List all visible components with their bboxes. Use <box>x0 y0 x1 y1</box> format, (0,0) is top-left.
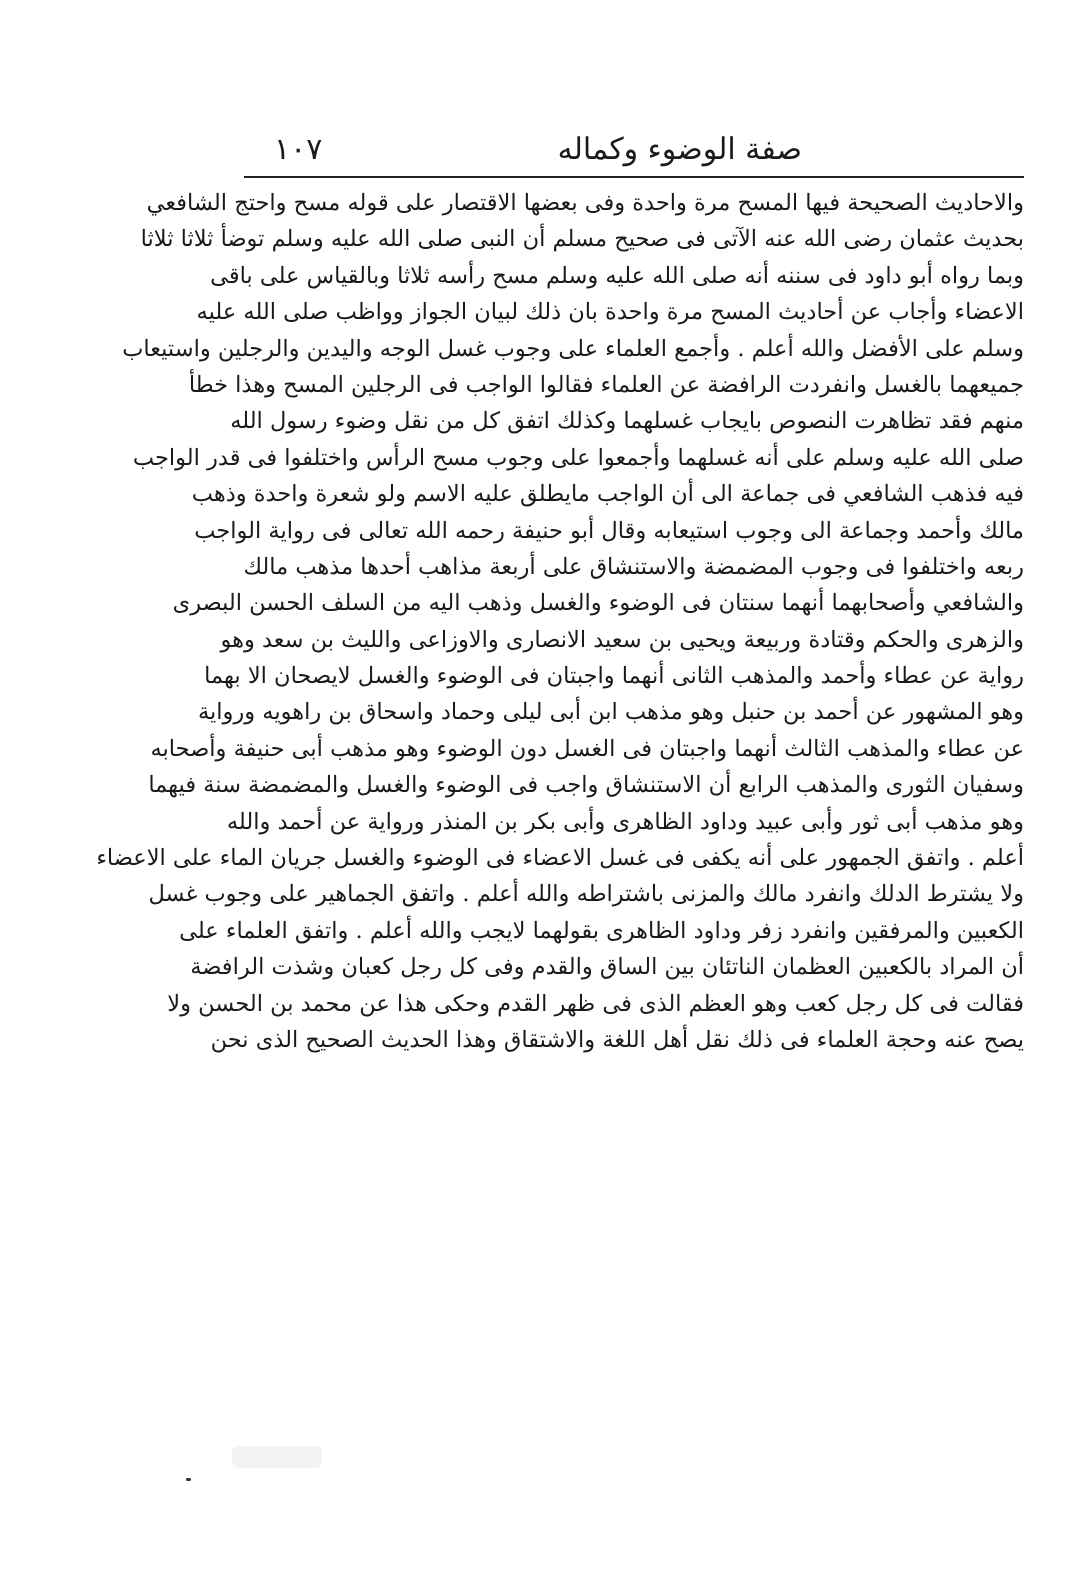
text-line: يصح عنه وحجة العلماء فى ذلك نقل أهل اللغة والاشتقاق وهذا الحديث الصحيح الذى نحن <box>210 1026 1024 1053</box>
text-line: الكعبين والمرفقين وانفرد زفر وداود الظاهرى بقولهما لايجب والله أعلم . واتفق العلماء على <box>179 917 1024 944</box>
text-line: الاعضاء وأجاب عن أحاديث المسح مرة واحدة بان ذلك لبيان الجواز وواظب صلى الله عليه <box>196 299 1024 326</box>
text-line: أن المراد بالكعبين العظمان الناتئان بين الساق والقدم وفى كل رجل كعبان وشذت الرافضة <box>190 954 1024 981</box>
text-line: صلى الله عليه وسلم على أنه غسلهما وأجمعوا على وجوب مسح الرأس واختلفوا فى قدر الواجب <box>132 444 1024 471</box>
running-title: صفة الوضوء وكماله <box>557 132 802 167</box>
scan-mark <box>186 1478 191 1481</box>
text-line: وهو مذهب أبى ثور وأبى عبيد وداود الظاهرى وأبى بكر بن المنذر ورواية عن أحمد والله <box>226 808 1024 835</box>
text-line: رواية عن عطاء وأحمد والمذهب الثانى أنهما واجبتان فى الوضوء والغسل لايصحان الا بهما <box>204 663 1024 690</box>
text-line: منهم فقد تظاهرت النصوص بايجاب غسلهما وكذلك اتفق كل من نقل وضوء رسول الله <box>230 408 1024 435</box>
text-line: والشافعي وأصحابهما أنهما سنتان فى الوضوء والغسل وذهب اليه من السلف الحسن البصرى <box>172 590 1024 617</box>
text-line: أعلم . واتفق الجمهور على أنه يكفى فى غسل الاعضاء فى الوضوء والغسل جريان الماء على الاعضاء <box>96 845 1024 872</box>
text-line: والزهرى والحكم وقتادة وربيعة ويحيى بن سعيد الانصارى والاوزاعى والليث بن سعد وهو <box>220 626 1024 653</box>
text-line: وسلم على الأفضل والله أعلم . وأجمع العلماء على وجوب غسل الوجه واليدين والرجلين واستيعاب <box>122 335 1024 362</box>
text-line: فيه فذهب الشافعي فى جماعة الى أن الواجب مايطلق عليه الاسم ولو شعرة واحدة وذهب <box>191 481 1024 508</box>
text-line: فقالت فى كل رجل كعب وهو العظم الذى فى ظهر القدم وحكى هذا عن محمد بن الحسن ولا <box>167 990 1024 1017</box>
text-line: ولا يشترط الدلك وانفرد مالك والمزنى باشتراطه والله أعلم . واتفق الجماهير على وجوب غسل <box>148 881 1024 908</box>
page-header <box>244 126 1022 174</box>
text-line: وهو المشهور عن أحمد بن حنبل وهو مذهب ابن أبى ليلى وحماد واسحاق بن راهويه ورواية <box>197 699 1024 726</box>
body-text <box>96 185 1024 1058</box>
text-line: وسفيان الثورى والمذهب الرابع أن الاستنشاق واجب فى الوضوء والغسل والمضمضة سنة فيهما <box>148 772 1024 799</box>
header-rule <box>244 176 1024 178</box>
text-line: عن عطاء والمذهب الثالث أنهما واجبتان فى الغسل دون الوضوء وهو مذهب أبى حنيفة وأصحابه <box>150 735 1024 762</box>
text-line: وبما رواه أبو داود فى سننه أنه صلى الله عليه وسلم مسح رأسه ثلاثا وبالقياس على باقى <box>210 262 1024 289</box>
text-line: ربعه واختلفوا فى وجوب المضمضة والاستنشاق على أربعة مذاهب أحدها مذهب مالك <box>243 553 1024 580</box>
text-line: بحديث عثمان رضى الله عنه الآتى فى صحيح مسلم أن النبى صلى الله عليه وسلم توضأ ثلاثا ثلاثا <box>140 226 1024 253</box>
text-line: والاحاديث الصحيحة فيها المسح مرة واحدة وفى بعضها الاقتصار على قوله مسح واحتج الشافعي <box>146 190 1024 216</box>
text-line: جميعهما بالغسل وانفردت الرافضة عن العلماء فقالوا الواجب فى الرجلين المسح وهذا خطأ <box>188 371 1024 398</box>
scan-smudge <box>232 1446 322 1468</box>
page-number: ١٠٧ <box>274 132 323 167</box>
text-line: مالك وأحمد وجماعة الى وجوب استيعابه وقال أبو حنيفة رحمه الله تعالى فى رواية الواجب <box>194 517 1024 544</box>
